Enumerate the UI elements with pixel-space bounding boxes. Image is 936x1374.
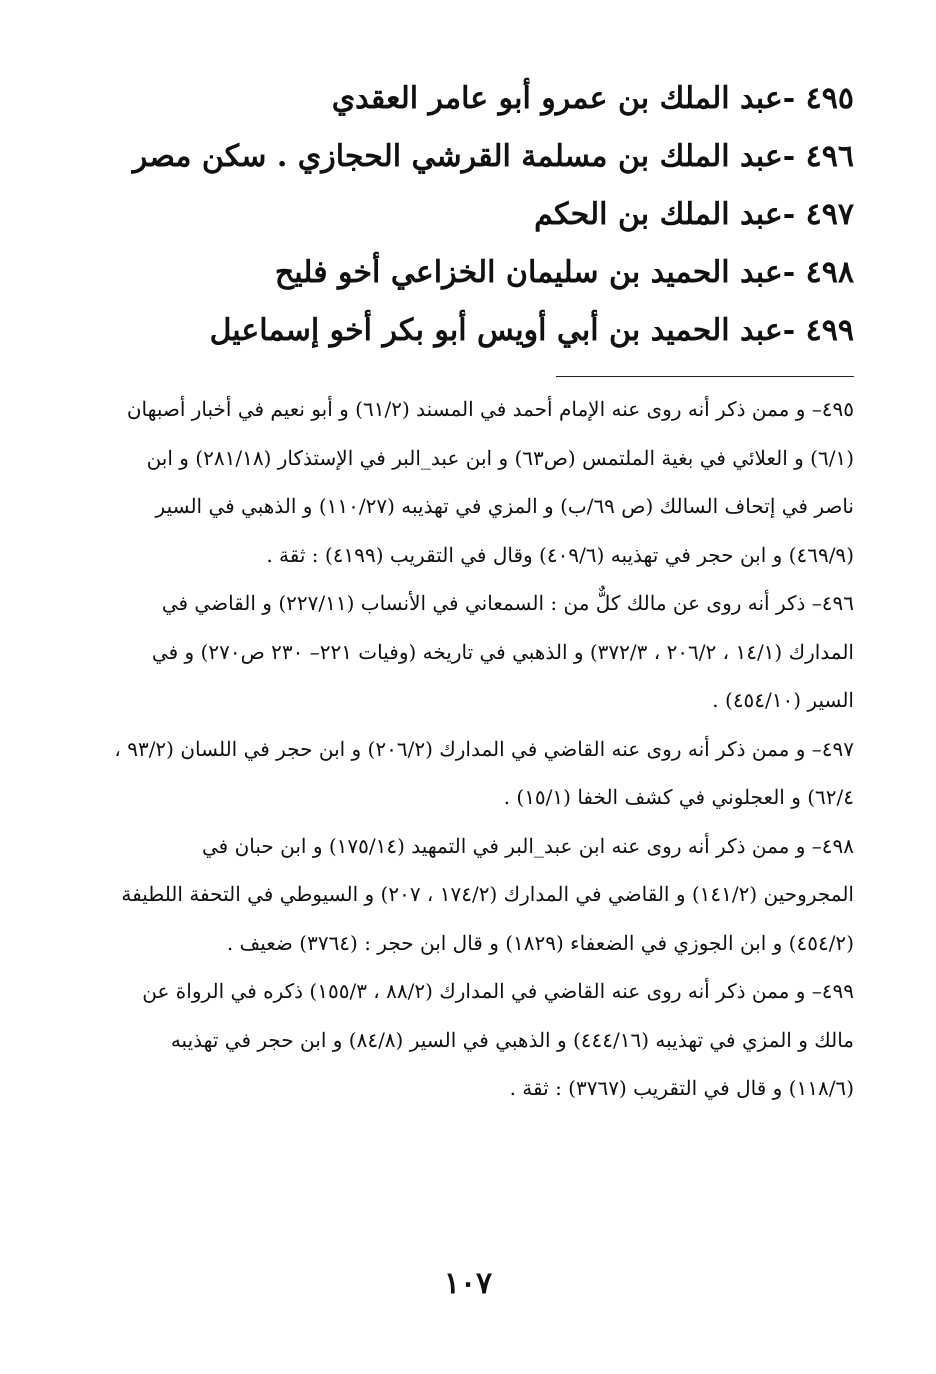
footnote-495: ٤٩٥– و ممن ذكر أنه روى عنه الإمام أحمد في المسند (٦١/٢) و أبو نعيم في أخبار أصبهان (٦/١) و العلائي في بغية الملتمس (ص٦٣) و ابن عبد_البر في الإستذكار (٢٨١/١٨) و ابن ناصر في إتحاف السالك (ص ٦٩/ب) و المزي في تهذيبه (١١٠/٢٧) و الذهبي في السير (٤٦٩/٩) و ابن حجر في تهذيبه (٤٠٩/٦) وقال في التقريب (٤١٩٩) : ثقة .: [126, 397, 854, 567]
footnote-497: ٤٩٧– و ممن ذكر أنه روى عنه القاضي في المدارك (٢٠٦/٢) و ابن حجر في اللسان (٩٣/٢ ، ٦٢/٤) و العجلوني في كشف الخفا (١٥/١) .: [114, 736, 854, 809]
footnote-separator: [556, 376, 854, 377]
narrator-entries: [94, 70, 854, 360]
page-number: ١٠٧: [443, 1266, 493, 1301]
entry-495: ٤٩٥ -عبد الملك بن عمرو أبو عامر العقدي: [331, 81, 854, 116]
entry-496: ٤٩٦ -عبد الملك بن مسلمة القرشي الحجازي . سكن مصر: [132, 139, 854, 174]
footnote-496: ٤٩٦– ذكر أنه روى عن مالك كلٌّ من : السمعاني في الأنساب (٢٢٧/١١) و القاضي في المدارك (١٤/١ ، ٢٠٦/٢ ، ٣٧٢/٣) و الذهبي في تاريخه (وفيات ٢٢١– ٢٣٠ ص٢٧٠) و في السير (٤٥٤/١٠) .: [151, 591, 854, 712]
entry-498: ٤٩٨ -عبد الحميد بن سليمان الخزاعي أخو فليح: [274, 255, 854, 290]
footnote-499: ٤٩٩– و ممن ذكر أنه روى عنه القاضي في المدارك (٨٨/٢ ، ١٥٥/٣) ذكره في الرواة عن مالك و المزي في تهذيبه (٤٤٤/١٦) و الذهبي في السير (٨٤/٨) و ابن حجر في تهذيبه (١١٨/٦) و قال في التقريب (٣٧٦٧) : ثقة .: [142, 979, 854, 1100]
entry-499: ٤٩٩ -عبد الحميد بن أبي أويس أبو بكر أخو إسماعيل: [209, 313, 854, 348]
footnote-498: ٤٩٨– و ممن ذكر أنه روى عنه ابن عبد_البر في التمهيد (١٧٥/١٤) و ابن حبان في المجروحين (١٤١/٢) و القاضي في المدارك (١٧٤/٢ ، ٢٠٧) و السيوطي في التحفة اللطيفة (٤٥٤/٢) و ابن الجوزي في الضعفاء (١٨٢٩) و قال ابن حجر : (٣٧٦٤) ضعيف .: [121, 833, 854, 955]
footnotes-section: [114, 385, 854, 1113]
entry-497: ٤٩٧ -عبد الملك بن الحكم: [534, 197, 854, 232]
